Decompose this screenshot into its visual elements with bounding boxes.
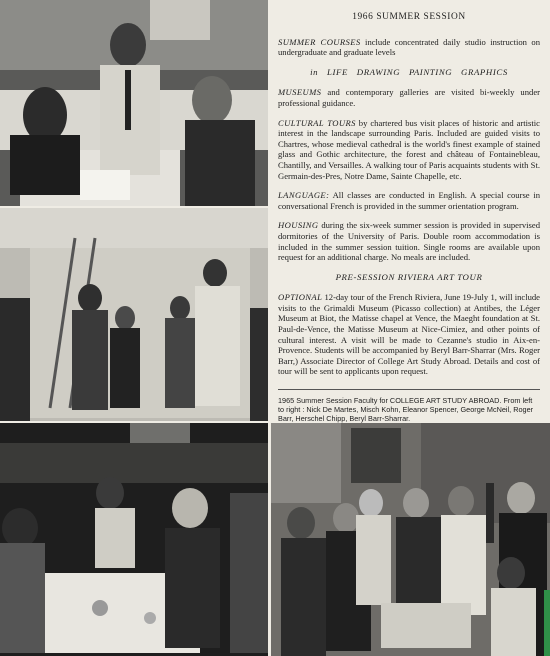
photo-faculty-group: [271, 423, 550, 656]
paragraph-language: LANGUAGE: All classes are conducted in English. A special course in conversational French is provided in the summer orientation program.: [278, 190, 540, 211]
photo-life-drawing-class: [0, 208, 268, 421]
paragraph-museums: MUSEUMS and contemporary galleries are visited bi-weekly under professional guidance.: [278, 87, 540, 108]
photo-cafe-gathering: [0, 423, 268, 656]
paragraph-disciplines: in LIFE DRAWING PAINTING GRAPHICS: [310, 66, 508, 77]
page-edge-strip: [544, 590, 550, 656]
paragraph-housing: HOUSING during the six-week summer session is provided in supervised dormitories of the University of Paris. Double room accommodation is included in the summer session tuition. Single rooms are available upon request for an additional charge. No meals are included.: [278, 220, 540, 263]
session-header: 1966 SUMMER SESSION: [352, 12, 466, 22]
photo-studio-critique: [0, 0, 268, 206]
faculty-caption: 1965 Summer Session Faculty for COLLEGE ART STUDY ABROAD. From left to right : Nick De Martes, Misch Kohn, Eleanor Spencer, George McNeil, Roger Barr, Herschel Chipp, Beryl Barr-Sharrar.: [278, 389, 540, 423]
paragraph-cultural-tours: CULTURAL TOURS by chartered bus visit places of historic and artistic interest in the landscape surrounding Paris. Included are guided visits to Chartres, whose medieval cathedral is the world's finest example of stained glass and Gothic architecture, the forest and château of Fontainebleau, Chantilly, and Versailles. A walking tour of Paris acquaints students with St. Germain-des-Pres, Notre Dame, Sainte Chapelle, etc.: [278, 117, 540, 181]
riviera-heading: PRE-SESSION RIVIERA ART TOUR: [335, 271, 483, 282]
paragraph-summer-courses: SUMMER COURSES include concentrated daily studio instruction on undergraduate and graduate levels: [278, 36, 540, 58]
paragraph-riviera-tour: OPTIONAL 12-day tour of the French Riviera, June 19-July 1, will include visits to the Grimaldi Museum (Picasso collection) at Antibes, the Léger Museum at Biot, the Matisse chapel at Vence, the Maeght foundation at St. Paul-de-Vence, the Matisse Museum at Nice-Cimiez, and other points of cultural interest. A visit will be made to Cezanne's studio in Aix-en-Provence. Students will be accompanied by Beryl Barr-Sharrar (Mrs. Roger Barr,) Associate Director of College Art Study Abroad. Details and cost of tour will be sent to applicants upon request.: [278, 292, 540, 377]
session-description: [278, 8, 540, 423]
